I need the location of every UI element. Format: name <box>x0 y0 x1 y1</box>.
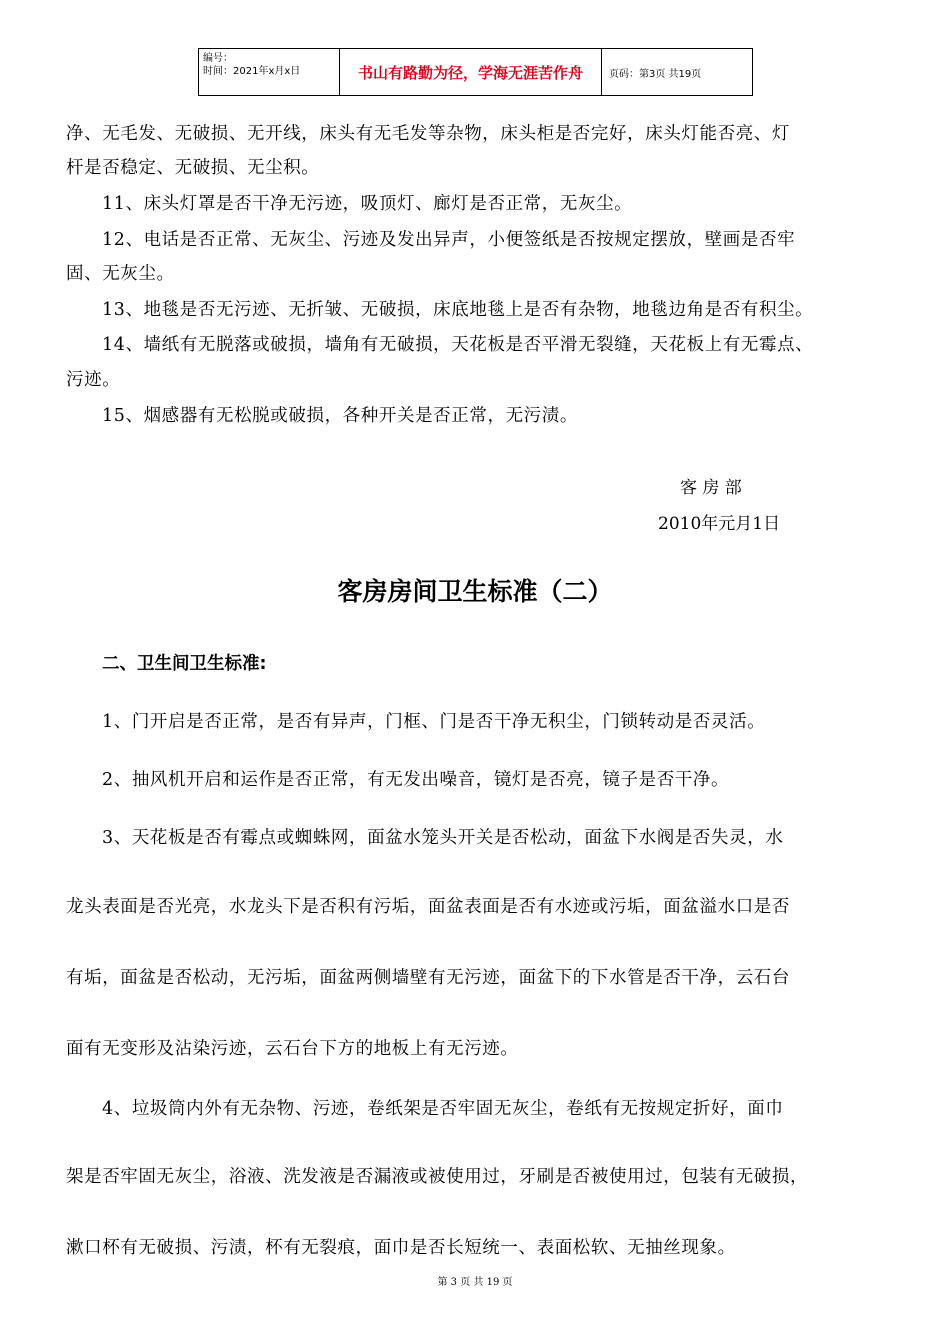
paragraph-line: 净、无毛发、无破损、无开线，床头有无毛发等杂物，床头柜是否完好，床头灯能否亮、灯 <box>66 124 790 144</box>
list-item: 4、垃圾筒内外有无杂物、污迹，卷纸架是否牢固无灰尘，卷纸有无按规定折好，面巾 <box>102 1099 784 1119</box>
section-heading: 二、卫生间卫生标准: <box>102 654 267 674</box>
list-item-continuation: 面有无变形及沾染污迹，云石台下方的地板上有无污迹。 <box>66 1039 519 1059</box>
list-item: 1、门开启是否正常，是否有异声，门框、门是否干净无积尘，门锁转动是否灵活。 <box>102 712 766 732</box>
list-item-continuation: 架是否牢固无灰尘，浴液、洗发液是否漏液或被使用过，牙刷是否被使用过，包装有无破损， <box>66 1167 809 1187</box>
header-code: 编号： <box>203 53 233 64</box>
document-header <box>198 48 753 96</box>
list-item-continuation: 污迹。 <box>66 370 121 390</box>
list-item: 15、烟感器有无松脱或破损，各种开关是否正常，无污渍。 <box>102 406 578 426</box>
list-item: 2、抽风机开启和运作是否正常，有无发出噪音，镜灯是否亮，镜子是否干净。 <box>102 770 730 790</box>
list-item: 13、地毯是否无污迹、无折皱、无破损，床底地毯上是否有杂物，地毯边角是否有积尘。 <box>102 300 814 320</box>
list-item-continuation: 有垢，面盆是否松动，无污垢，面盆两侧墙壁有无污迹，面盆下的下水管是否干净，云石台 <box>66 968 790 988</box>
header-motto: 书山有路勤为径，学海无涯苦作舟 <box>340 49 602 95</box>
page-title: 客房房间卫生标准（二） <box>337 577 613 606</box>
list-item-continuation: 龙头表面是否光亮，水龙头下是否积有污垢，面盆表面是否有水迹或污垢，面盆溢水口是否 <box>66 897 790 917</box>
list-item-continuation: 漱口杯有无破损、污渍，杯有无裂痕，面巾是否长短统一、表面松软、无抽丝现象。 <box>66 1238 736 1258</box>
list-item-continuation: 固、无灰尘。 <box>66 264 175 284</box>
list-item: 11、床头灯罩是否干净无污迹，吸顶灯、廊灯是否正常，无灰尘。 <box>102 194 633 214</box>
paragraph-line: 杆是否稳定、无破损、无尘积。 <box>66 158 320 178</box>
page-footer: 第 3 页 共 19 页 <box>437 1277 513 1288</box>
header-page-number: 页码：第3页 共19页 <box>609 68 702 80</box>
header-meta <box>199 49 340 95</box>
signature-department: 客 房 部 <box>680 478 742 498</box>
signature-date: 2010年元月1日 <box>658 514 781 534</box>
list-item: 3、天花板是否有霉点或蜘蛛网，面盆水笼头开关是否松动，面盆下水阀是否失灵，水 <box>102 828 784 848</box>
list-item: 14、墙纸有无脱落或破损，墙角有无破损，天花板是否平滑无裂缝，天花板上有无霉点、 <box>102 335 814 355</box>
header-time: 时间：2021年x月x日 <box>203 66 301 77</box>
list-item: 12、电话是否正常、无灰尘、污迹及发出异声，小便签纸是否按规定摆放，壁画是否牢 <box>102 230 796 250</box>
